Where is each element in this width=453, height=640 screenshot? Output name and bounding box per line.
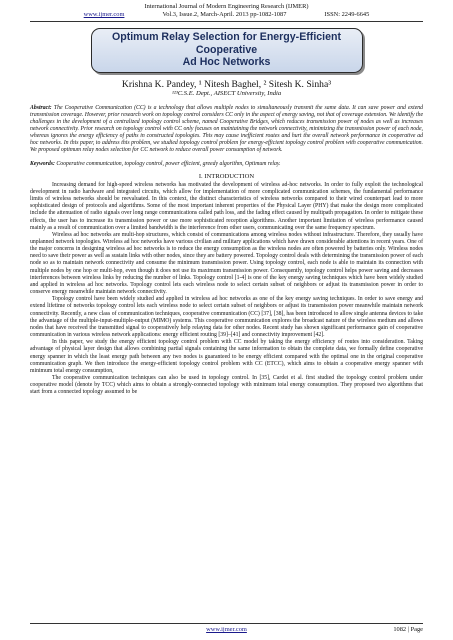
journal-name: International Journal of Modern Engineering Research (IJMER)	[144, 3, 309, 10]
section-heading: I. INTRODUCTION	[198, 172, 255, 180]
title-line-2: Ad Hoc Networks	[182, 56, 271, 68]
body-text	[30, 182, 423, 397]
volume-info: Vol.3, Issue.2, March-April. 2013 pp-1082-1087	[162, 11, 287, 18]
paper-title	[91, 28, 363, 73]
abstract-text: The Cooperative Communication (CC) is a technology that allows multiple nodes to simultaneously transmit the same data. It can save power and extend transmission coverage. However, prior research work on topology control considers CC only in the aspect of energy saving, not that of coverage extension. We identify the challenges in the development of a centralized topology control scheme, named Cooperative Bridges, which reduces transmission power of nodes as well as increases network connectivity. Prior research on topology control with CC only focuses on maintaining the network connectivity, minimizing the transmission power of each node, whereas ignores the energy efficiency of paths in constructed topologies. This may cause inefficient routes and hurt the overall network performance in cooperative ad hoc networks. In this paper, to address this problem, we studied topology control problem for energy-efficient topology control problem with cooperative communication. We proposed optimum relay nodes selection for CC network to reduce overall power consumption of network.	[30, 104, 423, 154]
footer-divider	[30, 623, 423, 624]
keywords	[30, 161, 423, 168]
paragraph: Topology control have been widely studied and applied in wireless ad hoc networks as one of the key energy saving techniques. In order to save energy and extend lifetime of networks topology control lets each wireless node to select certain subset of neighbors or adjust its transmission power meanwhile maintain network connectivity. Recently, a new class of communication techniques, cooperative communication (CC) [37], [38], has been introduced to allow single antenna devices to take the advantage of the multiple-input-multiple-output (MIMO) systems. This cooperative communication explores the broadcast nature of the wireless medium and allows nodes that have received the transmitted signal to cooperatively help relaying data for other nodes. Recent study has shown significant performance gain of cooperative communication in various wireless network applications: energy efficient routing [39]–[41] and connectivity improvement [42].	[30, 296, 423, 339]
title-line-1: Optimum Relay Selection for Energy-Efficient Cooperative	[112, 31, 341, 56]
issn: ISSN: 2249-6645	[324, 11, 370, 18]
page-footer	[30, 623, 423, 633]
abstract-label: Abstract:	[30, 104, 52, 111]
keywords-text: Cooperative communication, topology control, power efficient, greedy algorithm, Optimum relay.	[56, 160, 281, 167]
page-number: 1082 | Page	[393, 626, 423, 633]
author-list: Krishna K. Pandey, ¹ Nitesh Baghel, ² Sitesh K. Sinha³	[121, 78, 332, 90]
abstract	[30, 105, 423, 155]
paragraph: Increasing demand for high-speed wireless networks has motivated the development of wireless ad-hoc networks. In order to fully exploit the technological development in radio hardware and integrated circuits, which allow for implementation of more complicated communication schemes, the fundamental performance limits of wireless networks should be reevaluated. In this context, the distinct characteristics of wireless networks compared to their wired counterpart lead to more sophisticated design of protocols and algorithms. Some of the most important inherent properties of the Physical Layer (PHY) that make the design more complicated include the attenuation of radio signals over long range communications called path loss, and the fading effect caused by multipath propagation. In order to mitigate these effects, the user has to increase its transmission power or use more sophisticated reception algorithms. Another important limitation of wireless performance caused mainly as a result of communication over a limited bandwidth is the interference from other users, communicating over the same frequency spectrum.	[30, 181, 423, 231]
paragraph: The cooperative communication techniques can also be used in topology control. In [35], Cardei et al. first studied the topology control problem under cooperative model (denote by TCC) which aims to obtain a strongly-connected topology with minimum total energy consumption. They proposed two algorithms that start from a connected topology assumed to be	[30, 374, 423, 396]
paragraph: In this paper, we study the energy efficient topology control problem with CC model by taking the energy efficiency of routes into consideration. Taking advantage of physical layer design that allows combining partial signals containing the same information to obtain the complete data, we formally define cooperative energy spanner in which the least energy path between any two nodes is guaranteed to be energy efficient compared with the optimal one in the original cooperative communication graph. We then introduce the energy-efficient topology control problem with CC (ETCC), which aims to obtain a cooperative energy spanner with minimum total energy consumption,	[30, 339, 423, 374]
keywords-label: Keywords:	[30, 160, 55, 167]
running-header	[30, 0, 423, 22]
paragraph: Wireless ad hoc networks are multi-hop structures, which consist of communications among wireless nodes without infrastructure. Therefore, they usually have unplanned network topologies. Wireless ad hoc networks have various civilian and military applications which have drawn considerable attentions in recent years. One of the major concerns in designing wireless ad hoc networks is to reduce the energy consumption as the wireless nodes are often powered by batteries only. Wireless nodes need to save their power as well as sustain links with other nodes, since they are battery powered. Topology control deals with determining the transmission power of each node so as to maintain network connectivity and consume the minimum transmission power. Using topology control, each node is able to maintain its connection with multiple nodes by one hop or multi-hop, even though it does not use its maximum transmission power. Consequently, topology control helps power saving and decreases interferences between wireless links by reducing the number of links. Topology control [1-4] is one of the key energy saving techniques which have been widely studied and applied in wireless ad hoc networks. Topology control lets each wireless node to select certain subset of neighbors or adjust its transmission power in order to conserve energy meanwhile maintain network connectivity.	[30, 231, 423, 296]
footer-site-link[interactable]: www.ijmer.com	[206, 626, 247, 633]
header-divider	[30, 21, 423, 22]
affiliation: ¹²³C.S.E. Dept., AISECT University, India	[171, 89, 282, 97]
journal-site-link[interactable]: www.ijmer.com	[83, 11, 125, 18]
